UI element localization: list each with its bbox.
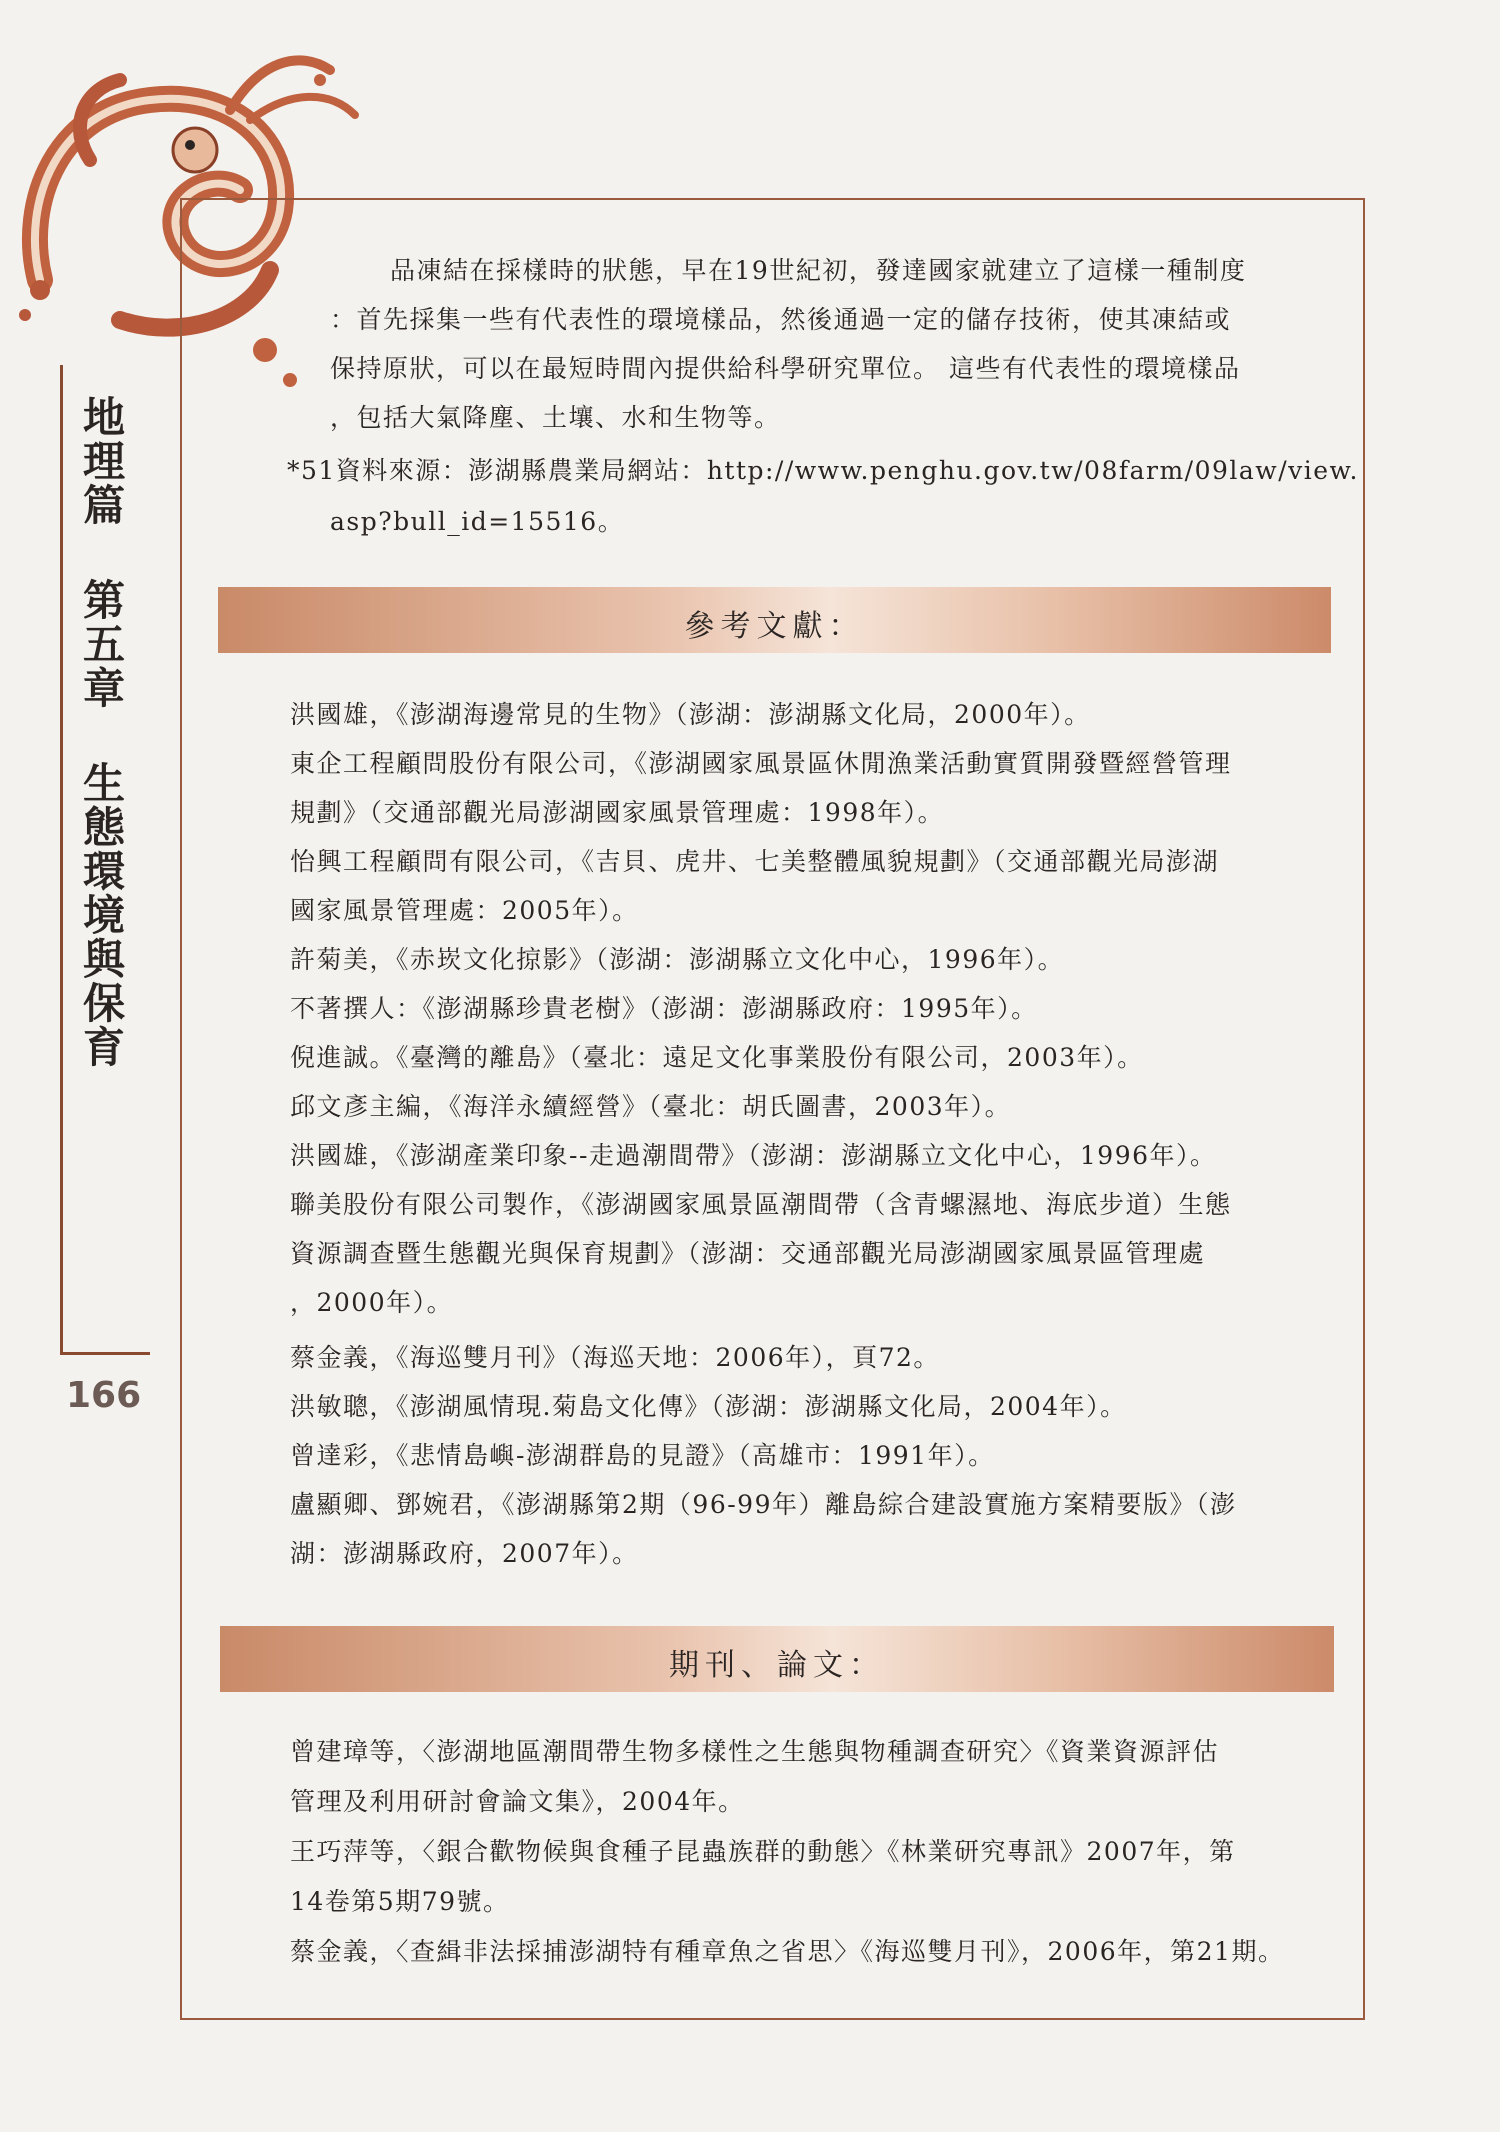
intro-line: ：首先採集一些有代表性的環境樣品，然後通過一定的儲存技術，使其凍結或	[330, 305, 1232, 334]
chapter-side-tab	[60, 365, 150, 1355]
reference-line: 湖：澎湖縣政府，2007年）。	[290, 1539, 639, 1568]
page-number: 166	[66, 1375, 142, 1416]
reference-line: 許菊美，《赤崁文化掠影》（澎湖：澎湖縣立文化中心，1996年）。	[290, 945, 1065, 974]
journal-line: 管理及利用研討會論文集》，2004年。	[290, 1787, 745, 1816]
journals-banner	[220, 1626, 1334, 1692]
intro-line: 品凍結在採樣時的狀態，早在19世紀初，發達國家就建立了這樣一種制度	[390, 256, 1247, 285]
journal-line: 曾建璋等，〈澎湖地區潮間帶生物多樣性之生態與物種調查研究〉《資業資源評估	[290, 1737, 1220, 1766]
reference-line: 怡興工程顧問有限公司，《吉貝、虎井、七美整體風貌規劃》（交通部觀光局澎湖	[290, 847, 1220, 876]
intro-line: ，包括大氣降塵、土壤、水和生物等。	[330, 403, 781, 432]
references-banner	[218, 587, 1331, 653]
references-title: 參考文獻：	[684, 609, 865, 644]
reference-line: 盧顯卿、鄧婉君，《澎湖縣第2期（96-99年）離島綜合建設實施方案精要版》（澎	[290, 1490, 1237, 1519]
journals-title: 期刊、論文：	[669, 1648, 885, 1683]
reference-line: 洪國雄，《澎湖產業印象--走過潮間帶》（澎湖：澎湖縣立文化中心，1996年）。	[290, 1141, 1217, 1170]
reference-line: 倪進誠。《臺灣的離島》（臺北：遠足文化事業股份有限公司，2003年）。	[290, 1043, 1144, 1072]
footnote-line: asp?bull_id=15516。	[330, 507, 625, 536]
journal-line: 蔡金義，〈查緝非法採捕澎湖特有種章魚之省思〉《海巡雙月刊》，2006年，第21期。	[290, 1937, 1285, 1966]
reference-line: 資源調查暨生態觀光與保育規劃》（澎湖：交通部觀光局澎湖國家風景區管理處	[290, 1239, 1206, 1268]
reference-line: 邱文彥主編，《海洋永續經營》（臺北：胡氏圖書，2003年）。	[290, 1092, 1012, 1121]
chapter-title: 地理篇 第五章 生態環境與保育	[77, 395, 126, 1069]
reference-line: ，2000年）。	[290, 1288, 454, 1317]
reference-line: 曾達彩，《悲情島嶼-澎湖群島的見證》（高雄市：1991年）。	[290, 1441, 995, 1470]
reference-line: 國家風景管理處：2005年）。	[290, 896, 639, 925]
journal-line: 王巧萍等，〈銀合歡物候與食種子昆蟲族群的動態〉《林業研究專訊》2007年，第	[290, 1837, 1236, 1866]
reference-line: 不著撰人：《澎湖縣珍貴老樹》（澎湖：澎湖縣政府：1995年）。	[290, 994, 1038, 1023]
reference-line: 洪敏聰，《澎湖風情現.菊島文化傳》（澎湖：澎湖縣文化局，2004年）。	[290, 1392, 1127, 1421]
footnote-line: *51資料來源：澎湖縣農業局網站：http://www.penghu.gov.tw/08farm/09law/view.	[287, 456, 1359, 485]
reference-line: 洪國雄，《澎湖海邊常見的生物》（澎湖：澎湖縣文化局，2000年）。	[290, 700, 1091, 729]
reference-line: 東企工程顧問股份有限公司，《澎湖國家風景區休閒漁業活動實質開發暨經營管理	[290, 749, 1232, 778]
reference-line: 聯美股份有限公司製作，《澎湖國家風景區潮間帶（含青螺濕地、海底步道）生態	[290, 1190, 1232, 1219]
intro-line: 保持原狀，可以在最短時間內提供給科學研究單位。 這些有代表性的環境樣品	[330, 354, 1241, 383]
journal-line: 14卷第5期79號。	[290, 1887, 510, 1916]
reference-line: 蔡金義，《海巡雙月刊》（海巡天地：2006年），頁72。	[290, 1343, 940, 1372]
reference-line: 規劃》（交通部觀光局澎湖國家風景管理處：1998年）。	[290, 798, 945, 827]
